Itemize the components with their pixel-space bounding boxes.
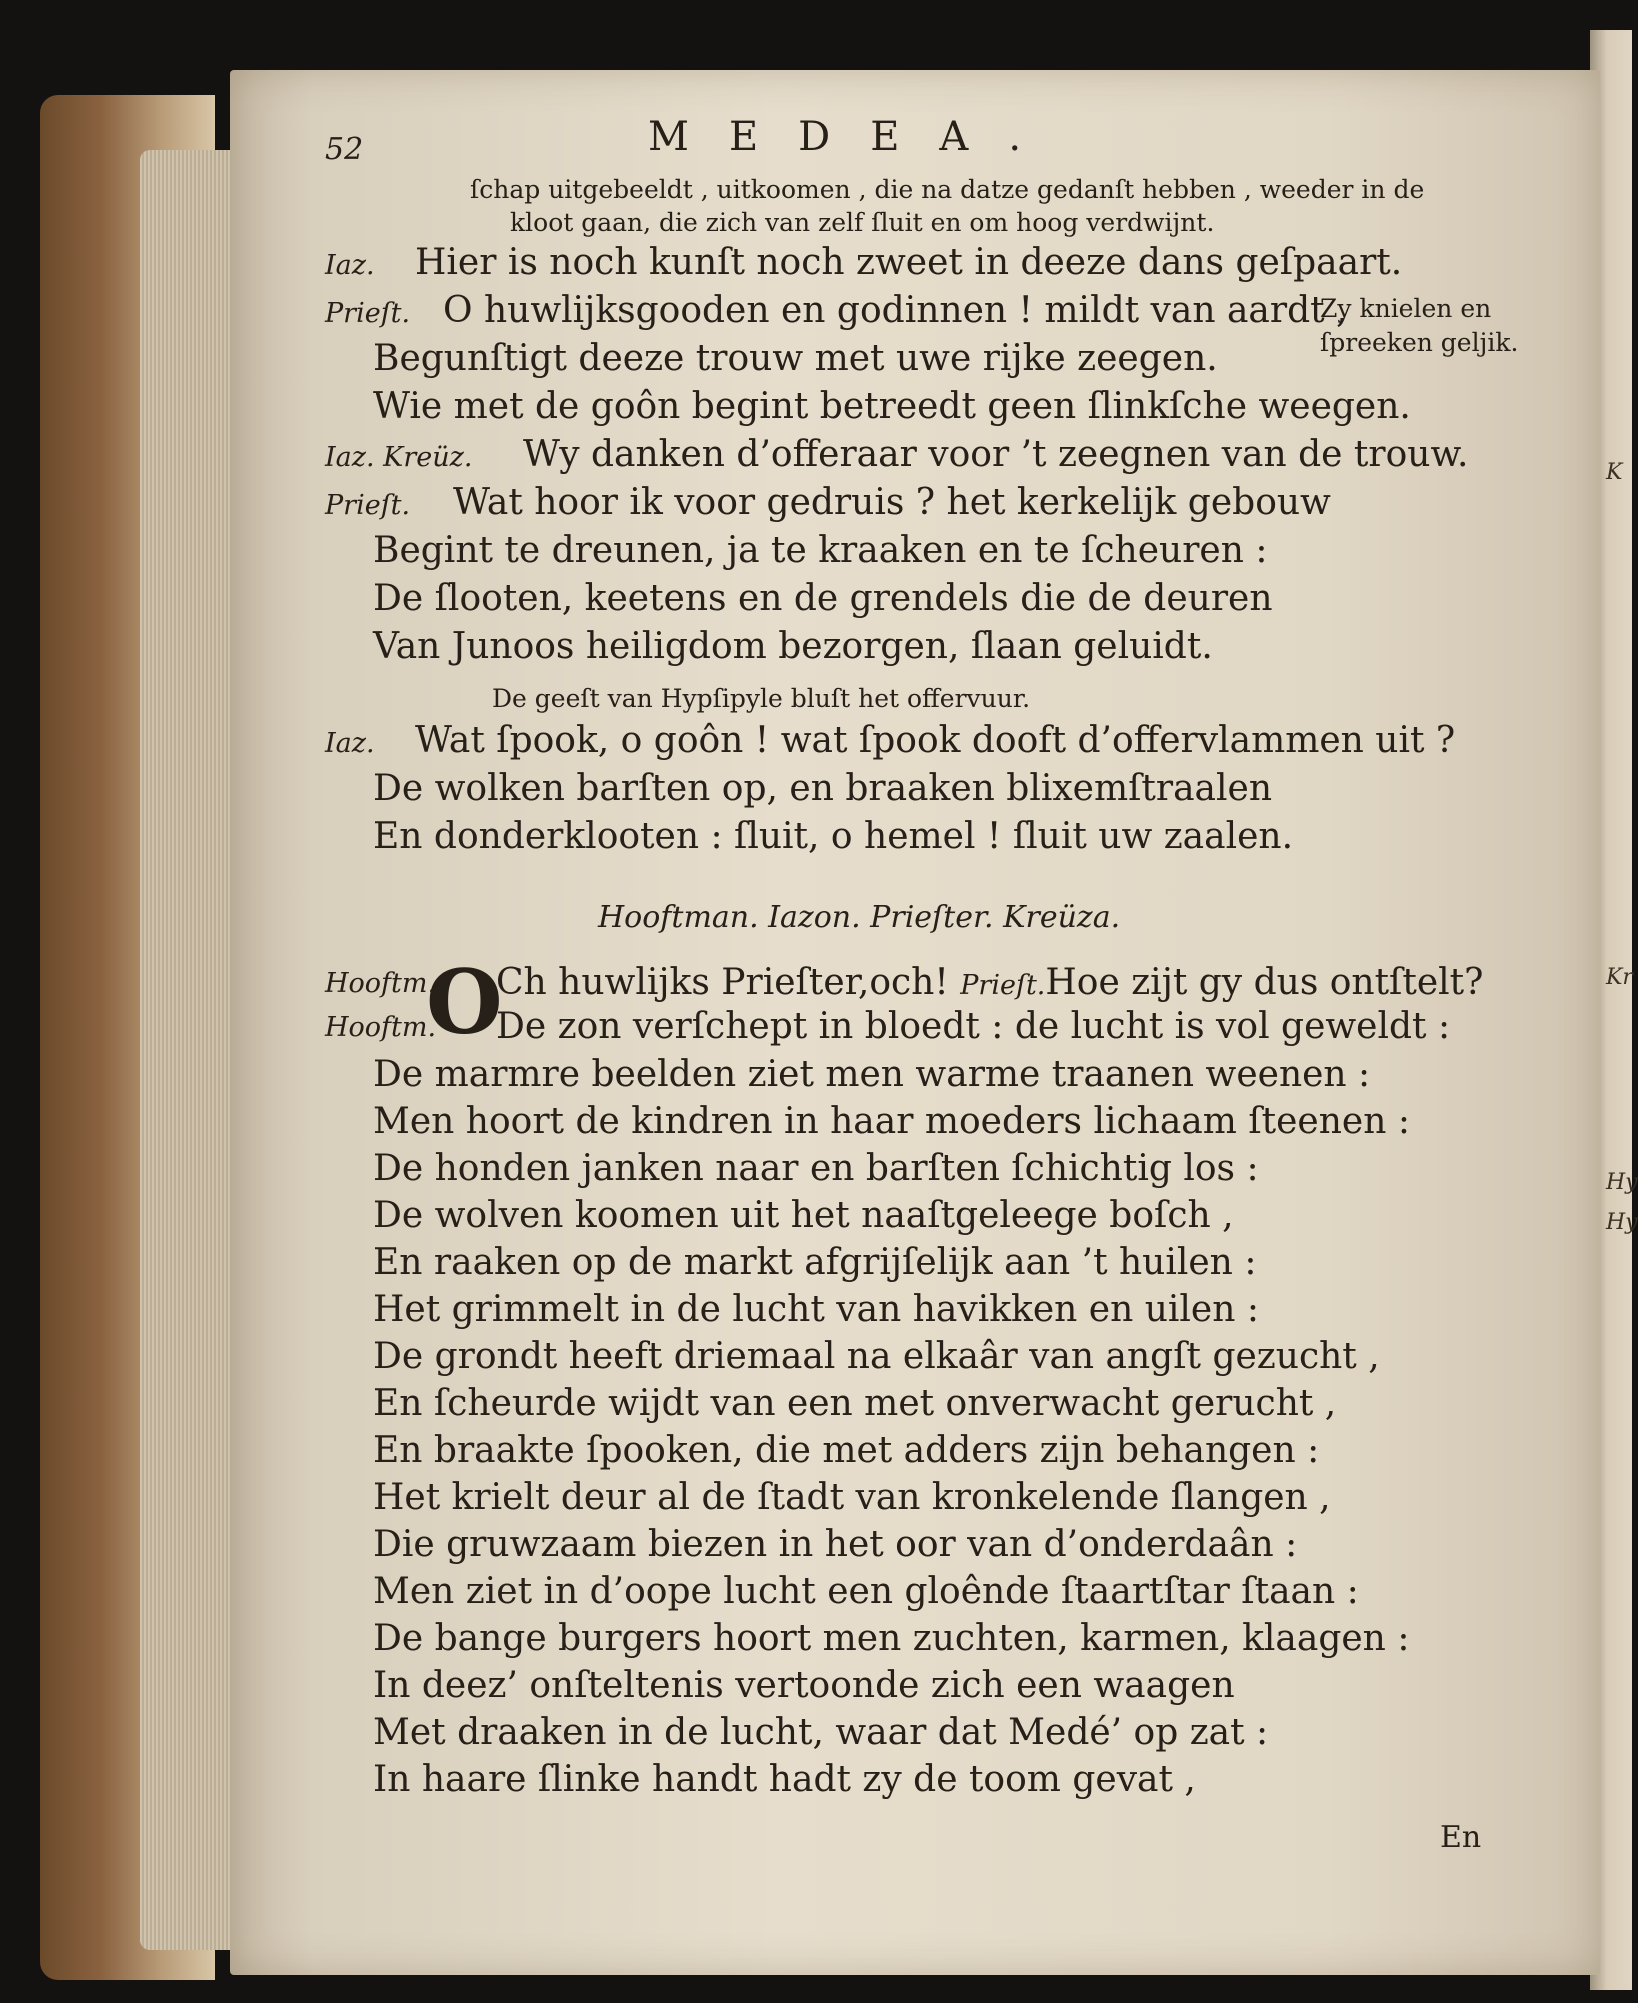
verse-line (325, 482, 1331, 523)
verse-line (325, 290, 1348, 331)
verse-line: De honden janken naar en barſten ſchichtig los : (373, 1148, 1259, 1189)
scene-heading: Hooftman. Iazon. Prieſter. Kreüza. (598, 900, 1121, 935)
verse-line: De bange burgers hoort men zuchten, karmen, klaagen : (373, 1618, 1410, 1659)
speaker-label: Prieſt. (325, 490, 411, 521)
facing-margin-fragment: K (1606, 460, 1623, 485)
verse-line (325, 434, 1468, 475)
verse-text: Hoe zijt gy dus ontſtelt? (1045, 962, 1484, 1003)
verse-text: Ch huwlijks Prieſter,och! (496, 962, 961, 1003)
verse-line (496, 962, 1483, 1003)
verse-line: Men ziet in d’oope lucht een gloênde ſtaartſtar ſtaan : (373, 1571, 1359, 1612)
marginal-note: Zy knielen en (1320, 294, 1492, 323)
book-page (230, 70, 1600, 1975)
verse-line: Met draaken in de lucht, waar dat Medé’ op zat : (373, 1712, 1269, 1753)
speaker-label: Iaz. Kreüz. (325, 442, 473, 473)
speaker-label: Iaz. (325, 250, 375, 281)
drop-cap: O (426, 950, 503, 1054)
speaker-label: Prieſt. (960, 970, 1046, 1001)
verse-line: De ſlooten, keetens en de grendels die de deuren (373, 578, 1273, 619)
verse-line: En raaken op de markt afgrijſelijk aan ’t huilen : (373, 1242, 1257, 1283)
verse-line: Men hoort de kindren in haar moeders lichaam ſteenen : (373, 1101, 1410, 1142)
stage-direction: ſchap uitgebeeldt , uitkoomen , die na datze gedanſt hebben , weeder in de (470, 175, 1425, 204)
verse-line: Het krielt deur al de ſtadt van kronkelende ſlangen , (373, 1477, 1331, 1518)
verse-line (325, 242, 1402, 283)
marginal-note: ſpreeken geljik. (1320, 328, 1519, 357)
stage-direction: kloot gaan, die zich van zelf ſluit en om hoog verdwijnt. (510, 208, 1215, 237)
verse-line: Begint te dreunen, ja te kraaken en te ſcheuren : (373, 530, 1268, 571)
page-number: 52 (325, 132, 364, 167)
facing-margin-fragment: Kr (1606, 965, 1633, 990)
verse-line: En donderklooten : ſluit, o hemel ! ſluit uw zaalen. (373, 816, 1294, 857)
verse-text: Wy danken d’offeraar voor ’t zeegnen van de trouw. (523, 434, 1469, 475)
verse-line: En ſcheurde wijdt van een met onverwacht gerucht , (373, 1383, 1337, 1424)
speaker-label: Prieſt. (325, 298, 411, 329)
verse-line: De wolken barſten op, en braaken blixemſtraalen (373, 768, 1273, 809)
verse-line: De wolven koomen uit het naaſtgeleege boſch , (373, 1195, 1234, 1236)
speaker-label: Hooftm. (325, 1012, 437, 1043)
facing-margin-fragment: Hy (1606, 1210, 1638, 1235)
verse-line: In deez’ onſteltenis vertoonde zich een waagen (373, 1665, 1235, 1706)
verse-line: In haare ſlinke handt hadt zy de toom gevat , (373, 1759, 1196, 1800)
verse-text: Wat hoor ik voor gedruis ? het kerkelijk gebouw (453, 482, 1331, 523)
verse-line (325, 720, 1455, 761)
verse-line: Van Junoos heiligdom bezorgen, ſlaan geluidt. (373, 626, 1213, 667)
verse-line: En braakte ſpooken, die met adders zijn behangen : (373, 1430, 1320, 1471)
verse-line: De grondt heeft driemaal na elkaâr van angſt gezucht , (373, 1336, 1380, 1377)
verse-line: Die gruwzaam biezen in het oor van d’onderdaân : (373, 1524, 1298, 1565)
verse-line: Begunſtigt deeze trouw met uwe rijke zeegen. (373, 338, 1218, 379)
facing-margin-fragment: Hy (1606, 1170, 1638, 1195)
verse-line: De zon verſchept in bloedt : de lucht is vol geweldt : (496, 1006, 1451, 1047)
running-head: MEDEA. (648, 114, 1062, 160)
verse-text: Wat ſpook, o goôn ! wat ſpook dooft d’offervlammen uit ? (415, 720, 1456, 761)
speaker-label: Iaz. (325, 728, 375, 759)
verse-line: Wie met de goôn begint betreedt geen ſlinkſche weegen. (373, 386, 1411, 427)
stage-direction: De geeſt van Hypſipyle bluſt het offervuur. (492, 684, 1031, 713)
speaker-label: Hooftm. (325, 968, 437, 999)
catchword: En (1440, 1820, 1482, 1855)
verse-text: O huwlijksgooden en godinnen ! mildt van aardt , (443, 290, 1348, 331)
verse-line: De marmre beelden ziet men warme traanen weenen : (373, 1054, 1371, 1095)
verse-text: Hier is noch kunſt noch zweet in deeze dans geſpaart. (415, 242, 1403, 283)
verse-line: Het grimmelt in de lucht van havikken en uilen : (373, 1289, 1259, 1330)
